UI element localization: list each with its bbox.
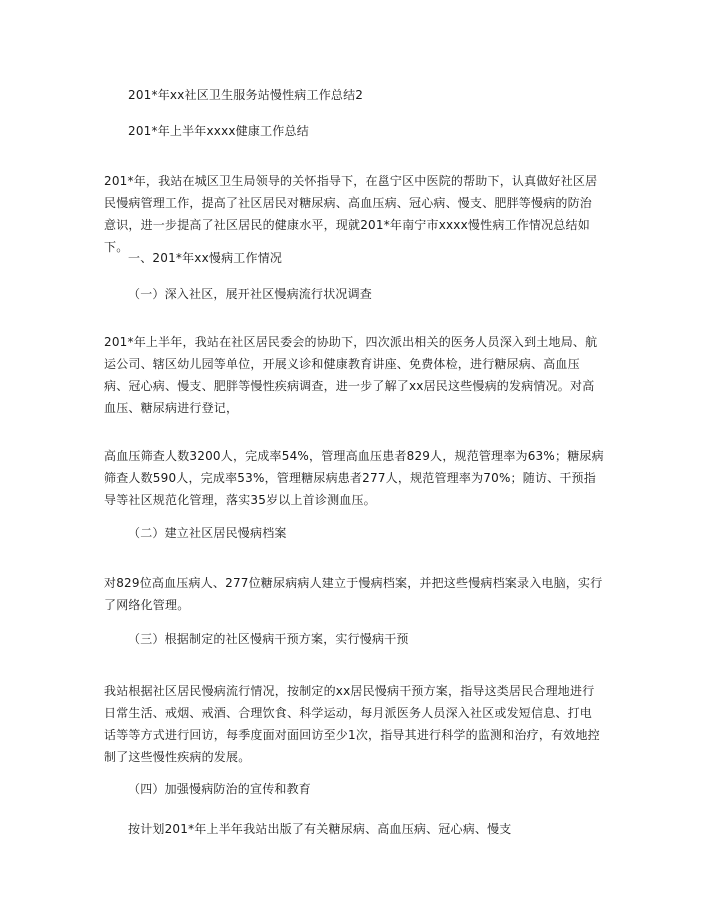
section-heading-1: 一、201*年xx慢病工作情况	[128, 251, 283, 265]
subsection-1-paragraph-2: 高血压筛查人数3200人，完成率54%，管理高血压患者829人，规范管理率为63%；糖尿病筛查人数590人，完成率53%，管理糖尿病患者277人，规范管理率为70%；随访、干预指导等社区规范化管理，落实35岁以上首诊测血压。	[104, 449, 604, 507]
subsection-2-paragraph: 对829位高血压病人、277位糖尿病病人建立于慢病档案，并把这些慢病档案录入电脑，实行了网络化管理。	[104, 576, 603, 612]
subsection-heading-3: （三）根据制定的社区慢病干预方案，实行慢病干预	[128, 632, 409, 646]
subsection-heading-4: （四）加强慢病防治的宣传和教育	[128, 782, 312, 796]
subsection-heading-2: （二）建立社区居民慢病档案	[128, 526, 287, 540]
document-subtitle: 201*年上半年xxxx健康工作总结	[128, 124, 309, 138]
intro-paragraph: 201*年，我站在城区卫生局领导的关怀指导下，在邕宁区中医院的帮助下，认真做好社区居民慢病管理工作，提高了社区居民对糖尿病、高血压病、冠心病、慢支、肥胖等慢病的防治意识，进一步提高了社区居民的健康水平，现就201*年南宁市xxxx慢性病工作情况总结如下。	[104, 174, 598, 254]
subsection-heading-1: （一）深入社区，展开社区慢病流行状况调查	[128, 287, 373, 301]
subsection-1-paragraph-1: 201*年上半年，我站在社区居民委会的协助下，四次派出相关的医务人员深入到土地局、航运公司、辖区幼儿园等单位，开展义诊和健康教育讲座、免费体检，进行糖尿病、高血压病、冠心病、慢支、肥胖等慢性疾病调查，进一步了解了xx居民这些慢病的发病情况。对高血压、糖尿病进行登记，	[104, 335, 598, 415]
subsection-4-paragraph: 按计划201*年上半年我站出版了有关糖尿病、高血压病、冠心病、慢支	[128, 822, 512, 836]
subsection-3-paragraph: 我站根据社区居民慢病流行情况，按制定的xx居民慢病干预方案，指导这类居民合理地进行日常生活、戒烟、戒酒、合理饮食、科学运动，每月派医务人员深入社区或发短信息、打电话等等方式进行回访，每季度面对面回访至少1次，指导其进行科学的监测和治疗，有效地控制了这些慢性疾病的发展。	[104, 684, 600, 764]
document-title: 201*年xx社区卫生服务站慢性病工作总结2	[128, 88, 364, 102]
